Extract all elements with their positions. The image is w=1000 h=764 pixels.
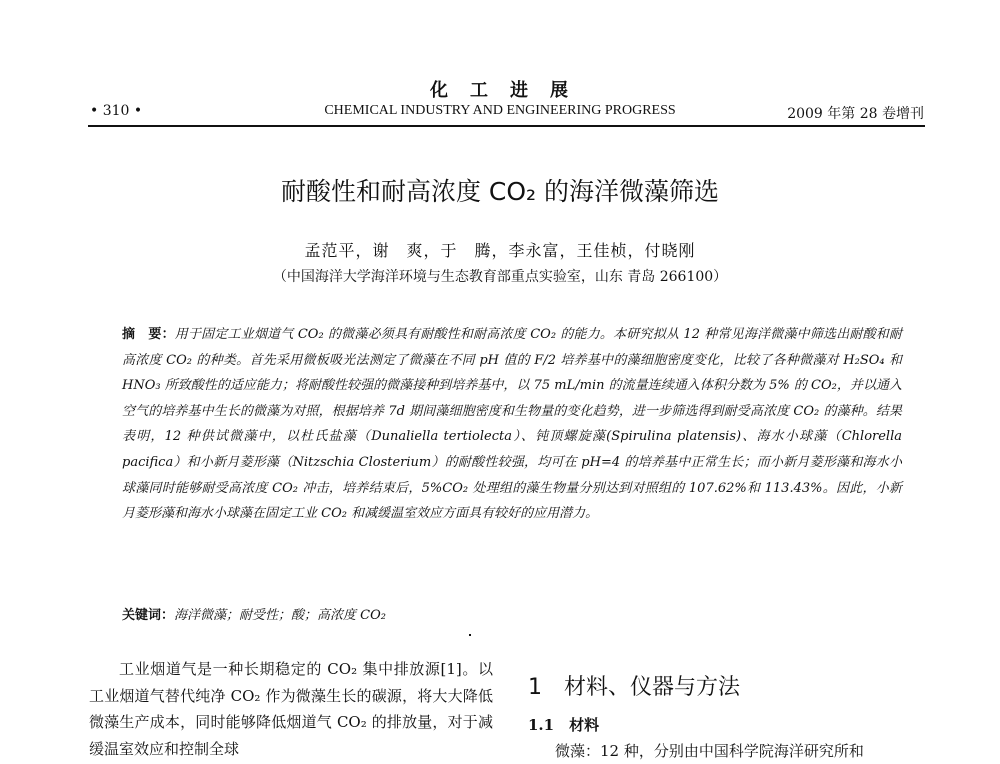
authors: 孟范平，谢 爽，于 腾，李永富，王佳桢，付晓刚	[304, 241, 696, 260]
keywords-label: 关键词：	[122, 608, 175, 623]
abstract-label: 摘 要：	[122, 327, 175, 342]
journal-title-en: CHEMICAL INDUSTRY AND ENGINEERING PROGRESS	[324, 103, 676, 118]
journal-title-cn: 化 工 进 展	[430, 80, 570, 101]
section-1-1-paragraph: 微藻：12 种，分别由中国科学院海洋研究所和	[555, 742, 864, 760]
keywords	[122, 604, 902, 623]
page-number: • 310 •	[90, 103, 143, 119]
section-1-1-heading: 1.1 材料	[528, 716, 600, 734]
issue-info: 2009 年第 28 卷增刊	[787, 106, 924, 122]
section-1-heading: 1 材料、仪器与方法	[528, 675, 740, 700]
abstract	[122, 322, 902, 527]
separator-dot	[469, 634, 471, 636]
intro-paragraph: 工业烟道气是一种长期稳定的 CO₂ 集中排放源[1]。以工业烟道气替代纯净 CO₂ 作为微藻生长的碳源，将大大降低微藻生产成本，同时能够降低烟道气 CO₂ 的排放量，对于减缓温室效应和控制全球	[89, 660, 493, 758]
abstract-text: 用于固定工业烟道气 CO₂ 的微藻必须具有耐酸性和耐高浓度 CO₂ 的能力。本研究拟从 12 种常见海洋微藻中筛选出耐酸和耐高浓度 CO₂ 的种类。首先采用微板吸光法测定了微藻在不同 pH 值的 F/2 培养基中的藻细胞密度变化，比较了各种微藻对 H₂SO₄ 和 HNO₃ 所致酸性的适应能力；将耐酸性较强的微藻接种到培养基中，以 75 mL/min 的流量连续通入体积分数为 5% 的 CO₂，并以通入空气的培养基中生长的微藻为对照，根据培养 7d 期间藻细胞密度和生物量的变化趋势，进一步筛选得到耐受高浓度 CO₂ 的藻种。结果表明，12 种供试微藻中，以杜氏盐藻（Dunaliella tertiolecta）、钝顶螺旋藻(Spirulina platensis)、海水小球藻（Chlorella pacifica）和小新月菱形藻（Nitzschia Closterium）的耐酸性较强，均可在 pH=4 的培养基中正常生长；而小新月菱形藻和海水小球藻同时能够耐受高浓度 CO₂ 冲击，培养结束后，5%CO₂ 处理组的藻生物量分别达到对照组的 107.62%和 113.43%。因此，小新月菱形藻和海水小球藻在固定工业 CO₂ 和减缓温室效应方面具有较好的应用潜力。	[122, 327, 902, 522]
keywords-text: 海洋微藻；耐受性；酸；高浓度 CO₂	[174, 608, 386, 623]
affiliation: （中国海洋大学海洋环境与生态教育部重点实验室，山东 青岛 266100）	[272, 269, 728, 285]
header-rule	[88, 125, 925, 127]
paper-title: 耐酸性和耐高浓度 CO₂ 的海洋微藻筛选	[280, 177, 720, 206]
